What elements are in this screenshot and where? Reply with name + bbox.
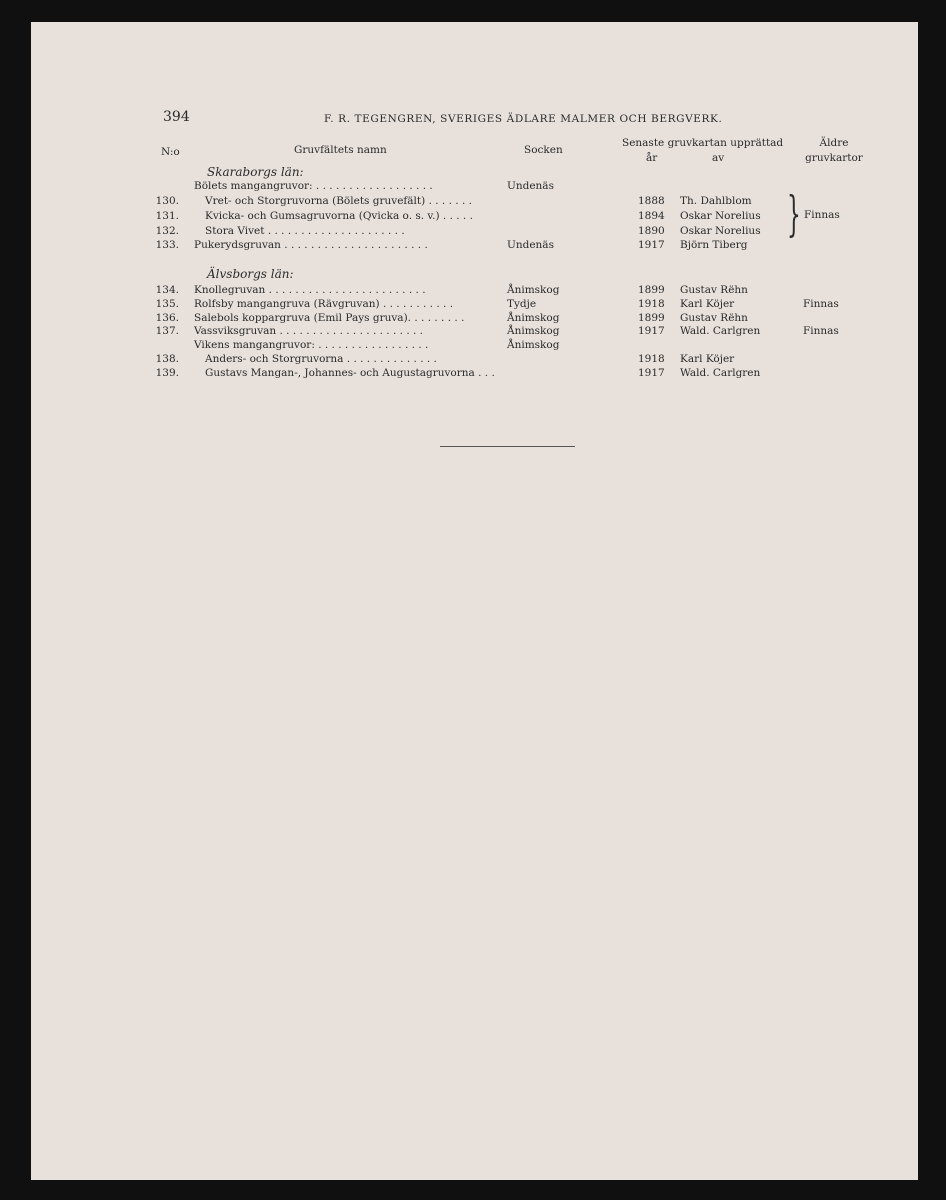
- row-number: 130.: [155, 195, 179, 207]
- name-text: Bölets mangangruvor:: [194, 180, 313, 192]
- row-number: 132.: [155, 225, 179, 237]
- row-year: 1890: [638, 225, 665, 237]
- col-header-name: Gruvfältets namn: [294, 144, 387, 156]
- row-number: 135.: [155, 298, 179, 310]
- col-header-no: N:o: [161, 146, 180, 158]
- row-name: Gustavs Mangan-, Johannes- och Augustagruvorna . . .: [205, 367, 495, 379]
- col-header-older-2: gruvkartor: [805, 152, 863, 164]
- row-parish: Ånimskog: [507, 339, 560, 351]
- name-text: Vassviksgruvan: [194, 325, 277, 337]
- closing-rule: [440, 446, 575, 447]
- row-number: 138.: [155, 353, 179, 365]
- row-name: Bölets mangangruvor: . . . . . . . . . . . . . . . . . .: [194, 180, 433, 192]
- row-year: 1894: [638, 210, 665, 222]
- row-by: Karl Köjer: [680, 353, 735, 365]
- name-text: Stora Vivet: [205, 225, 265, 237]
- name-text: Anders- och Storgruvorna: [205, 353, 344, 365]
- row-name: Knollegruvan . . . . . . . . . . . . . . . . . . . . . . . .: [194, 284, 426, 296]
- row-by: Gustav Rëhn: [680, 312, 748, 324]
- row-number: 137.: [155, 325, 179, 337]
- row-year: 1917: [638, 325, 665, 337]
- row-by: Gustav Rëhn: [680, 284, 748, 296]
- col-header-by: av: [712, 152, 725, 164]
- row-year: 1899: [638, 284, 665, 296]
- row-name: Rolfsby mangangruva (Rävgruvan) . . . . . . . . . . .: [194, 298, 454, 310]
- row-year: 1917: [638, 367, 665, 379]
- col-header-parish: Socken: [524, 144, 563, 156]
- brace-label: Finnas: [804, 209, 840, 221]
- name-text: Salebols koppargruva (Emil Pays gruva): [194, 312, 408, 324]
- row-by: Wald. Carlgren: [680, 325, 761, 337]
- name-text: Knollegruvan: [194, 284, 266, 296]
- col-header-year: år: [646, 152, 658, 164]
- row-number: 139.: [155, 367, 179, 379]
- row-year: 1918: [638, 353, 665, 365]
- col-header-older-1: Äldre: [819, 137, 849, 149]
- col-header-map: Senaste gruvkartan upprättad: [622, 137, 784, 149]
- row-parish: Ånimskog: [507, 325, 560, 337]
- name-text: Pukerydsgruvan: [194, 239, 281, 251]
- row-by: Oskar Norelius: [680, 210, 761, 222]
- section-title: Älvsborgs län:: [207, 267, 294, 281]
- row-name: Vikens mangangruvor: . . . . . . . . . . . . . . . . .: [194, 339, 429, 351]
- row-year: 1899: [638, 312, 665, 324]
- row-by: Karl Köjer: [680, 298, 735, 310]
- row-year: 1918: [638, 298, 665, 310]
- row-older: Finnas: [803, 298, 839, 310]
- name-text: Vret- och Storgruvorna (Bölets gruvefält): [205, 195, 426, 207]
- running-title: F. R. TEGENGREN, SVERIGES ÄDLARE MALMER OCH BERGVERK.: [324, 113, 723, 125]
- row-parish: Ånimskog: [507, 284, 560, 296]
- row-by: Th. Dahlblom: [680, 195, 752, 207]
- row-older: Finnas: [803, 325, 839, 337]
- section-title: Skaraborgs län:: [207, 165, 304, 179]
- document-page: [31, 22, 918, 1180]
- row-parish: Tydje: [507, 298, 537, 310]
- name-text: Rolfsby mangangruva (Rävgruvan): [194, 298, 380, 310]
- row-number: 131.: [155, 210, 179, 222]
- row-parish: Undenäs: [507, 239, 554, 251]
- grouping-brace: }: [787, 186, 801, 242]
- row-name: Salebols koppargruva (Emil Pays gruva). . . . . . . . .: [194, 312, 465, 324]
- row-name: Kvicka- och Gumsagruvorna (Qvicka o. s. v.) . . . . .: [205, 210, 473, 222]
- row-name: Stora Vivet . . . . . . . . . . . . . . . . . . . . .: [205, 225, 405, 237]
- row-number: 136.: [155, 312, 179, 324]
- name-text: Kvicka- och Gumsagruvorna (Qvicka o. s. v.): [205, 210, 440, 222]
- row-name: Vret- och Storgruvorna (Bölets gruvefält) . . . . . . .: [205, 195, 472, 207]
- row-by: Björn Tiberg: [680, 239, 748, 251]
- row-by: Oskar Norelius: [680, 225, 761, 237]
- row-name: Vassviksgruvan . . . . . . . . . . . . . . . . . . . . . .: [194, 325, 424, 337]
- row-parish: Ånimskog: [507, 312, 560, 324]
- row-number: 133.: [155, 239, 179, 251]
- name-text: Vikens mangangruvor:: [194, 339, 315, 351]
- row-number: 134.: [155, 284, 179, 296]
- row-name: Anders- och Storgruvorna . . . . . . . . . . . . . .: [205, 353, 437, 365]
- row-year: 1917: [638, 239, 665, 251]
- row-year: 1888: [638, 195, 665, 207]
- row-parish: Undenäs: [507, 180, 554, 192]
- page-number: 394: [163, 109, 190, 125]
- name-text: Gustavs Mangan-, Johannes- och Augustagruvorna: [205, 367, 475, 379]
- row-name: Pukerydsgruvan . . . . . . . . . . . . . . . . . . . . . .: [194, 239, 428, 251]
- row-by: Wald. Carlgren: [680, 367, 761, 379]
